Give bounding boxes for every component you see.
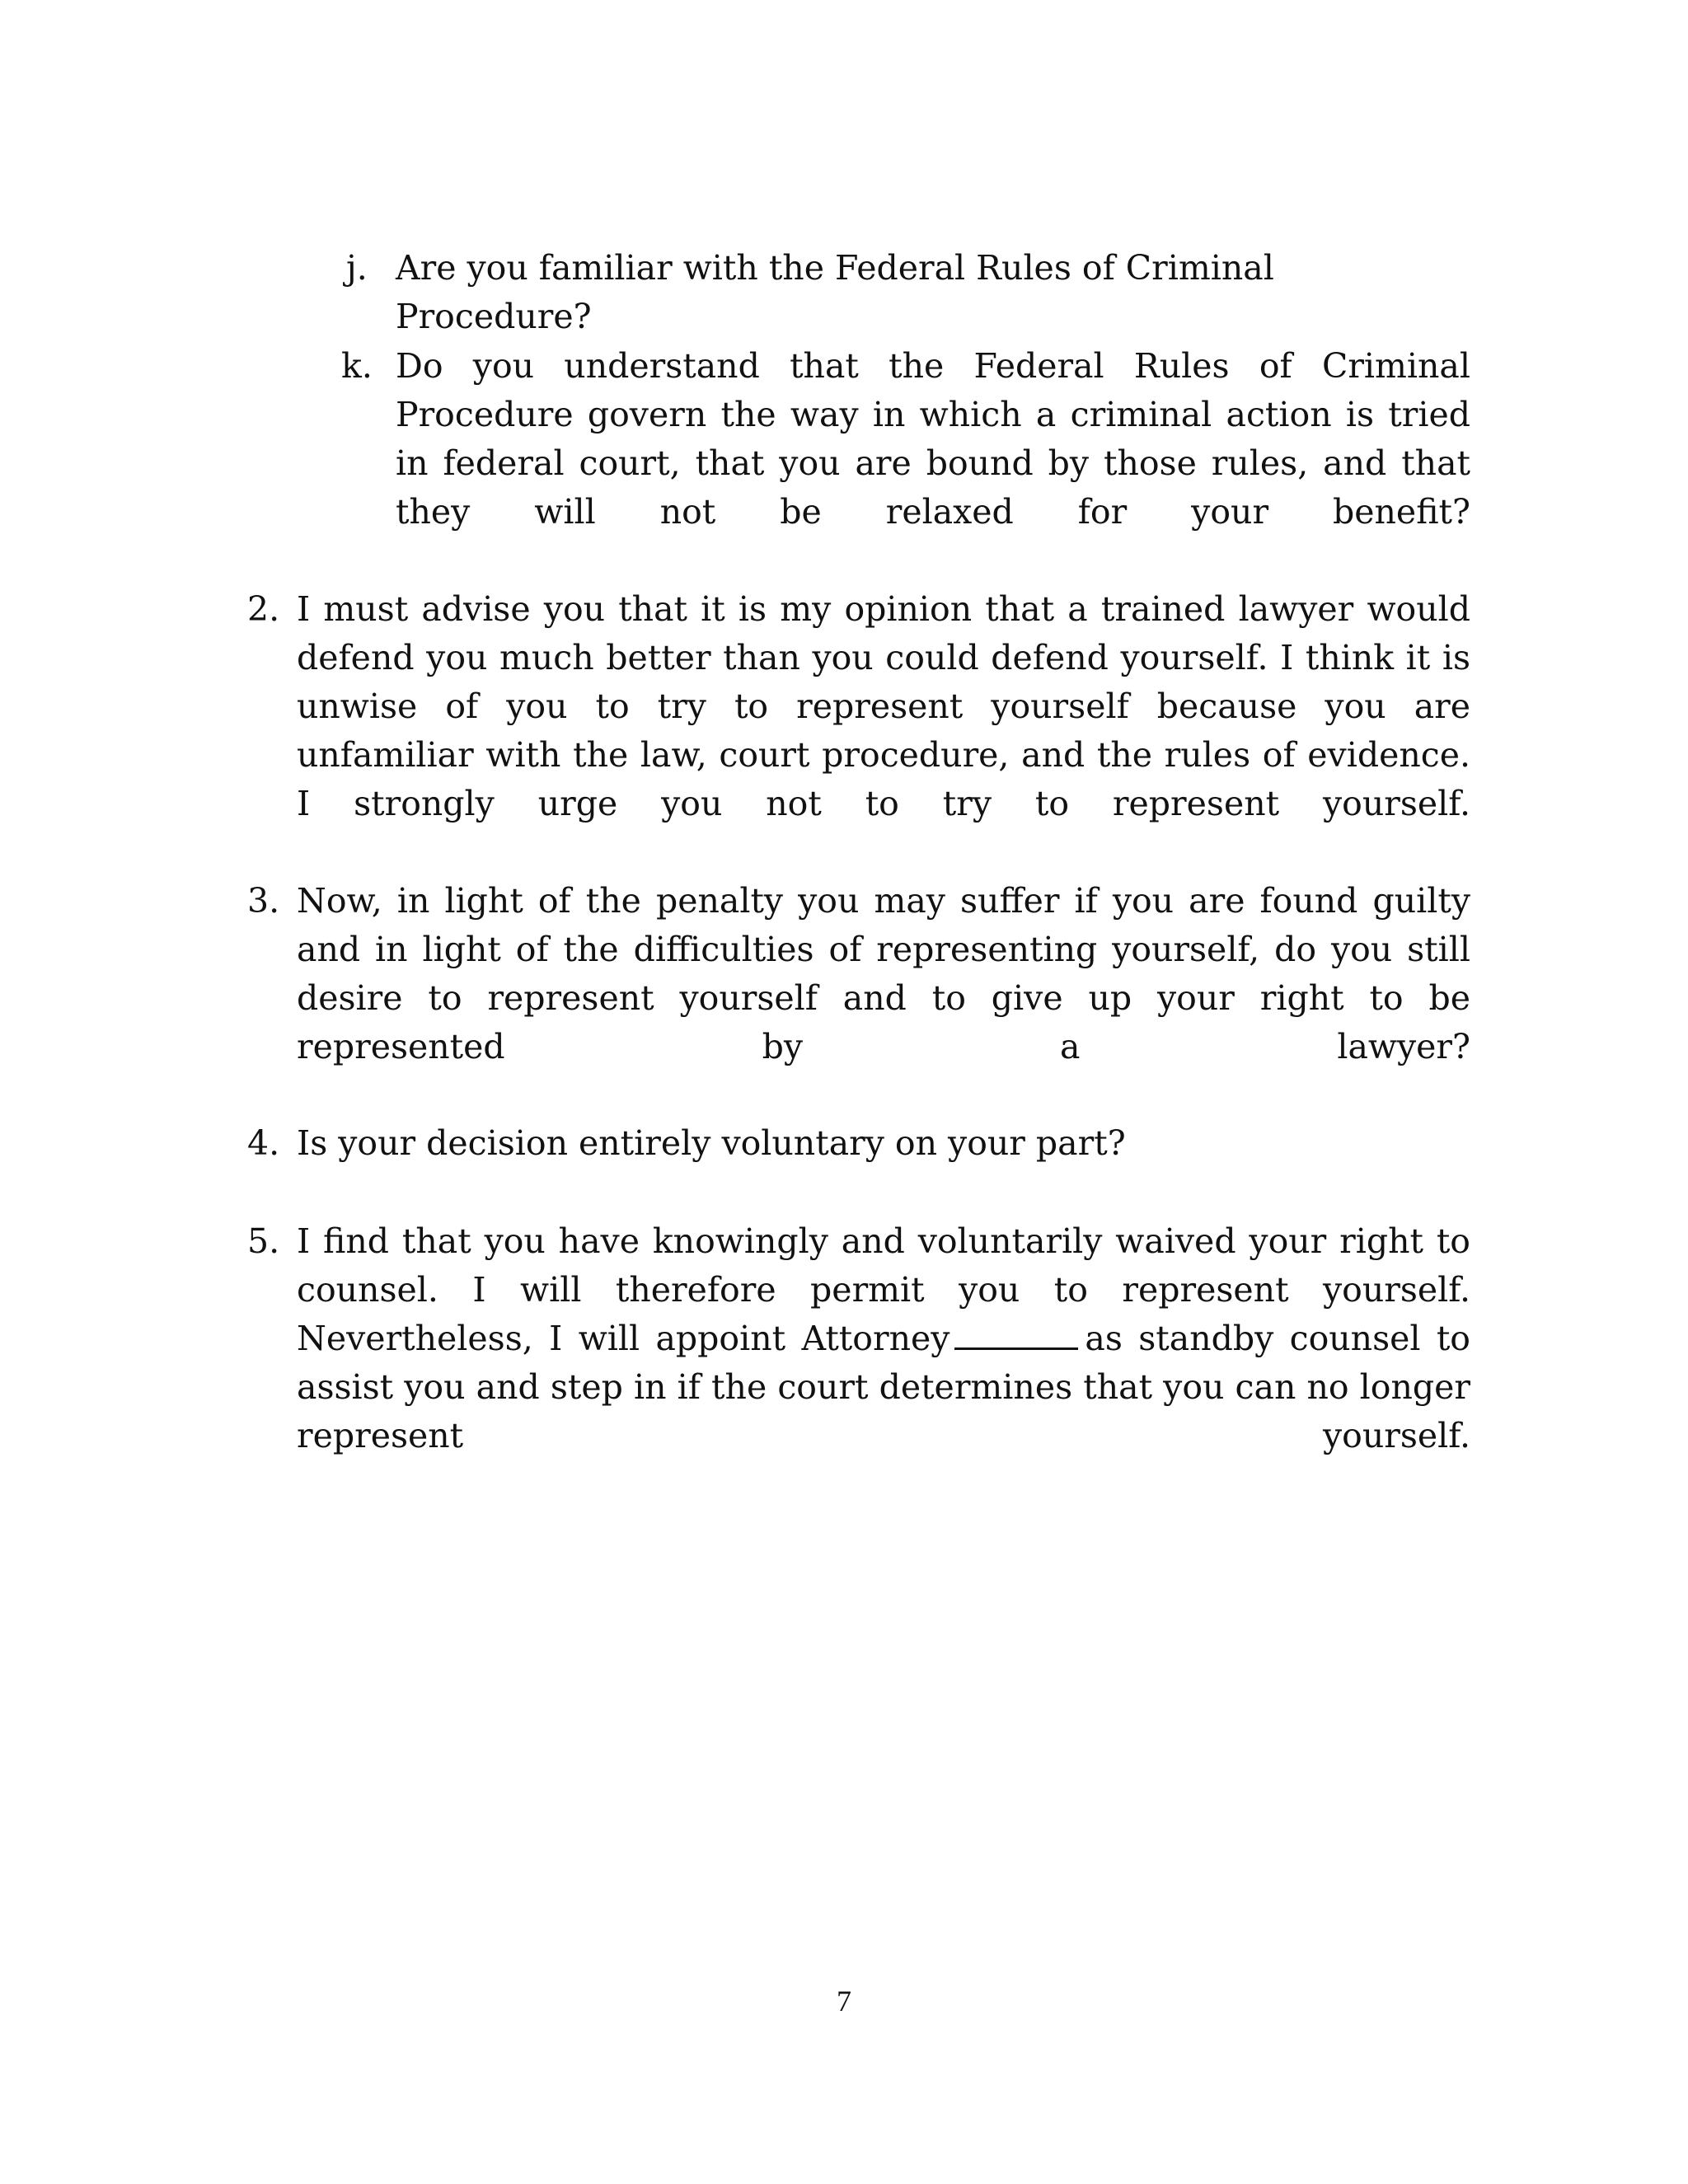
- list-marker-k: k.: [341, 346, 373, 386]
- list-item-4: [247, 1119, 1470, 1168]
- list-item-3-text: Now, in light of the penalty you may suffer if you are found guilty and in light of the difficulties of representing yourself, do you still desire to represent yourself and to give up your right to be represented by a lawyer?: [297, 881, 1470, 1066]
- list-marker-2: 2.: [247, 589, 280, 629]
- list-item-5-text-before-blank: I find that you have knowingly and voluntarily waived your right to counsel. I will therefore permit you to represent yourself. Nevertheless, I will appoint Attorney: [297, 1221, 1470, 1358]
- list-marker-3: 3.: [247, 881, 280, 921]
- list-item-3: [247, 877, 1470, 1120]
- list-item-2-text: I must advise you that it is my opinion that a trained lawyer would defend you much better than you could defend yourself. I think it is unwise of you to try to represent yourself because you are unfamiliar with the law, court procedure, and the rules of evidence. I strongly urge you not to try to represent yourself.: [297, 589, 1470, 823]
- list-item-5: [247, 1217, 1470, 1509]
- list-item-k: [341, 342, 1470, 585]
- list-item-k-text: Do you understand that the Federal Rules of Criminal Procedure govern the way in which a criminal action is tried in federal court, that you are bound by those rules, and that they will not be relaxed for your benefit?: [396, 346, 1470, 532]
- list-marker-j: j.: [346, 248, 368, 288]
- list-item-5-text-after-blank: as standby counsel to assist you and step in if the court determines that you can no longer represent yourself.: [297, 1319, 1470, 1455]
- list-item-5-text: [297, 1217, 1470, 1509]
- list-item-j: [346, 244, 1470, 341]
- page-number: 7: [837, 1985, 851, 2018]
- list-marker-5: 5.: [247, 1221, 280, 1261]
- list-marker-4: 4.: [247, 1123, 280, 1163]
- attorney-name-blank: [954, 1316, 1078, 1350]
- list-item-4-text: Is your decision entirely voluntary on your part?: [297, 1123, 1126, 1163]
- list-item-2: [247, 585, 1470, 877]
- list-item-j-text: Are you familiar with the Federal Rules of Criminal Procedure?: [396, 248, 1274, 336]
